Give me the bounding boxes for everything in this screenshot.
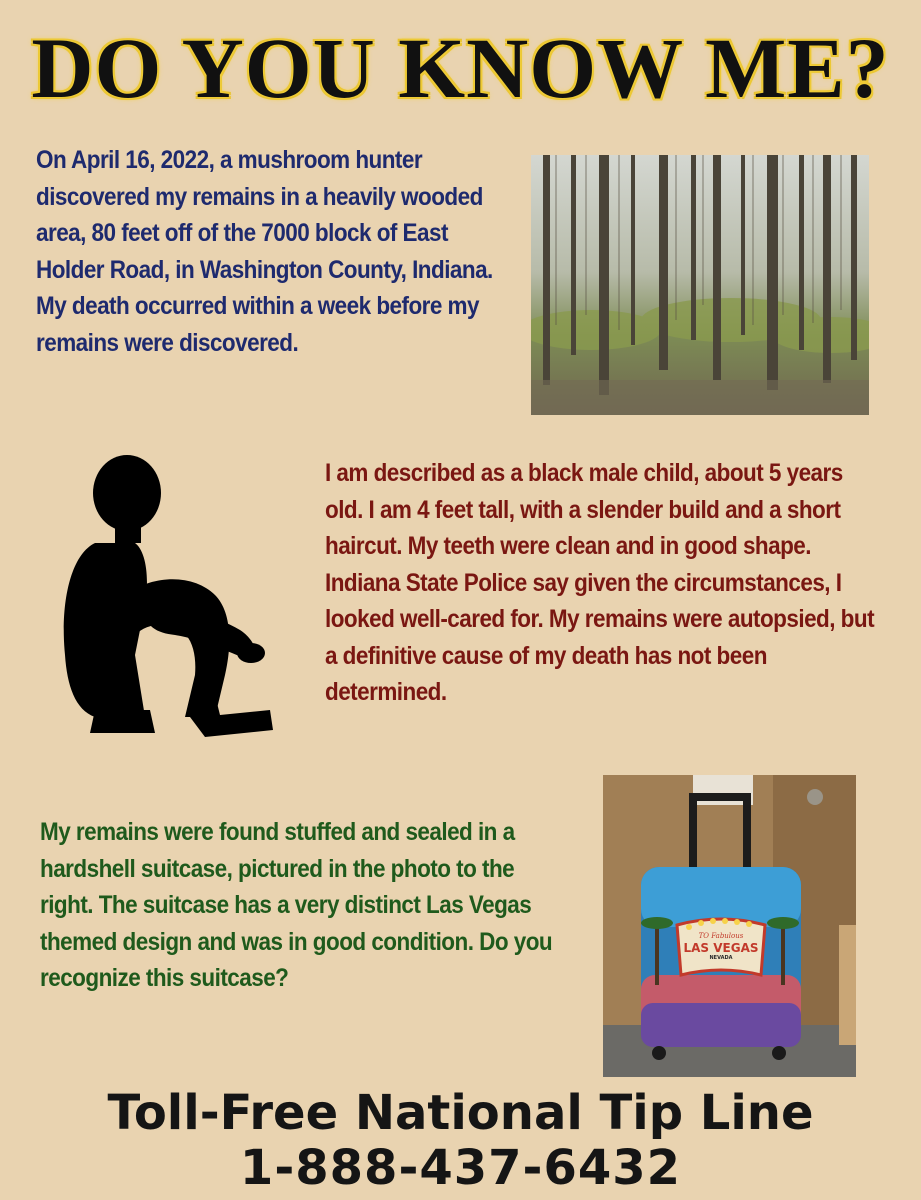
description-paragraph: I am described as a black male child, about 5 years old. I am 4 feet tall, with a slender build and a short haircut. My teeth were clean and in good shape. Indiana State Police say given the circumstances, I looked well-cared for. My remains were autopsied, but a definitive cause of my death has not been determined. [325,459,875,706]
tip-line-label: Toll-Free National Tip Line [107,1085,814,1141]
wooded-area-photo [531,155,869,415]
suitcase-photo [603,775,856,1077]
headline: DO YOU KNOW ME? [31,20,890,116]
discovery-paragraph: On April 16, 2022, a mushroom hunter discovered my remains in a heavily wooded area, 80 feet off of the 7000 block of East Holder Road, in Washington County, Indiana. My death occurred within a week before my remains were discovered. [36,146,493,357]
child-silhouette-icon [55,455,285,745]
suitcase-paragraph: My remains were found stuffed and sealed in a hardshell suitcase, pictured in the photo to the right. The suitcase has a very distinct Las Vegas themed design and was in good condition. Do you recognize this suitcase? [40,818,553,992]
tip-line-phone[interactable]: 1-888-437-6432 [239,1140,682,1196]
sign-sub-text: NEVADA [709,955,733,961]
sign-small-text: TO Fabulous [698,932,744,940]
las-vegas-sign [681,933,761,961]
sign-main-text: LAS VEGAS [683,941,759,955]
